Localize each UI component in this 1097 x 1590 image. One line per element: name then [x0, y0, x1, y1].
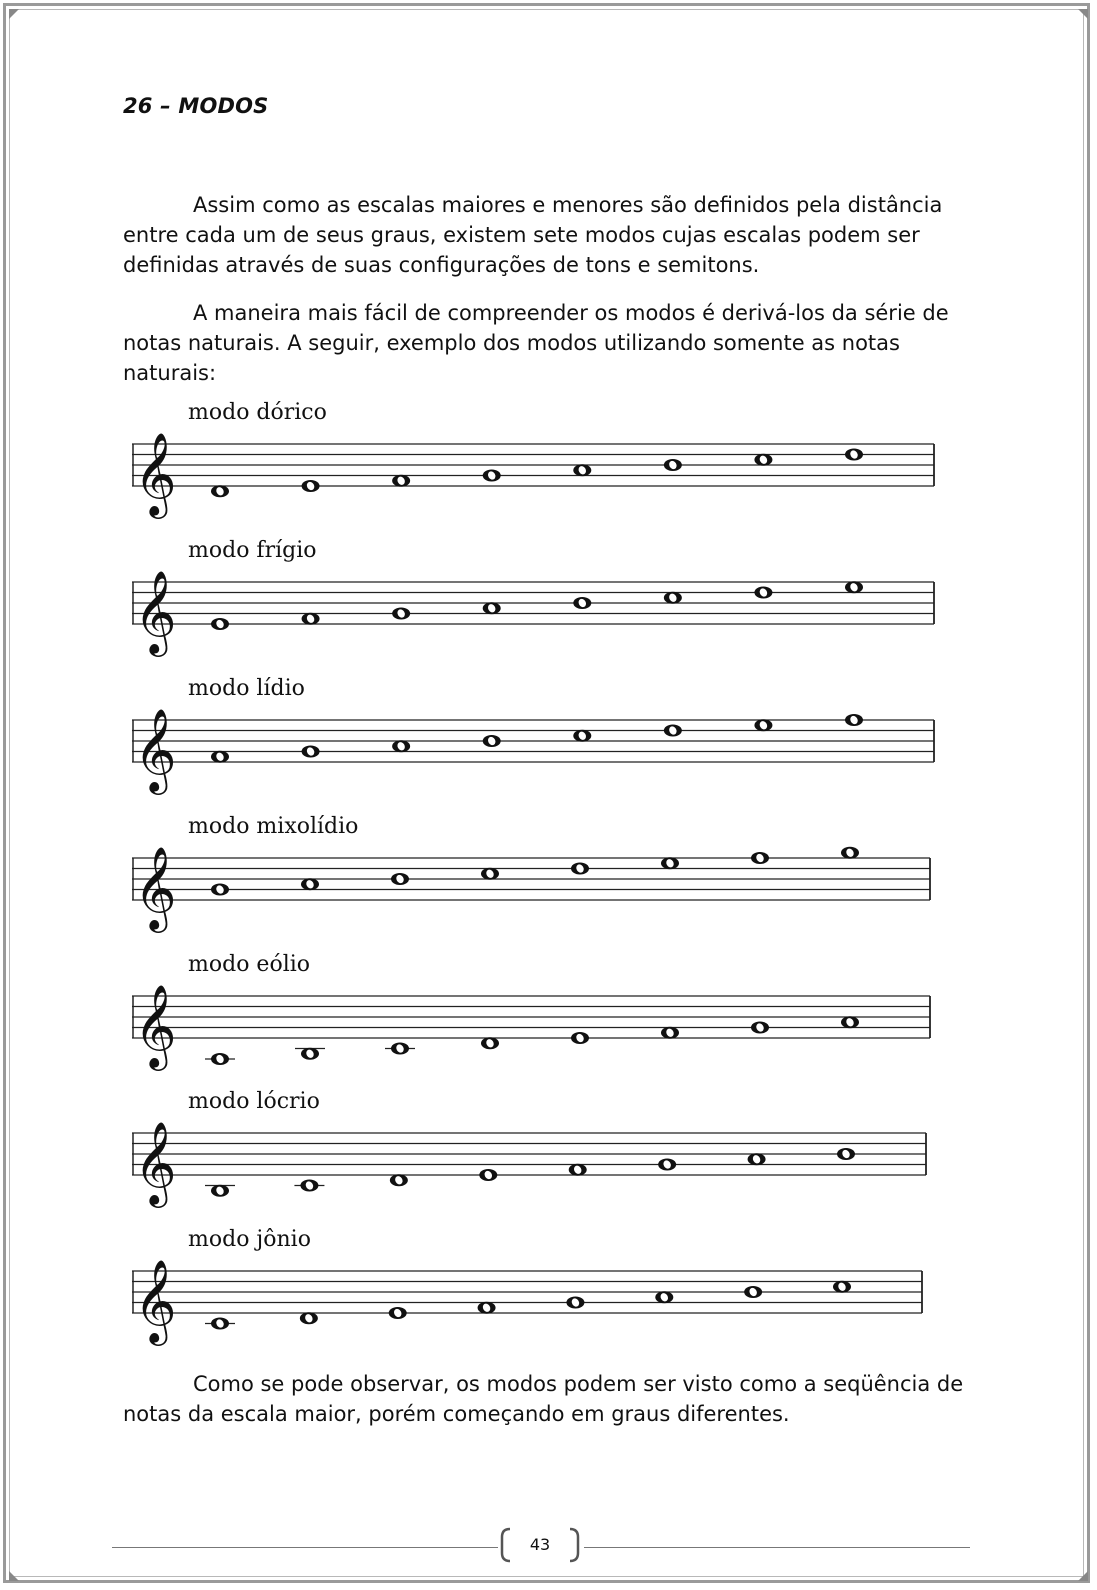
- whole-note: [664, 725, 682, 737]
- whole-note: [661, 857, 679, 869]
- whole-note: [841, 847, 859, 859]
- whole-note: [391, 1043, 409, 1055]
- whole-note: [833, 1281, 851, 1293]
- whole-note: [300, 1180, 318, 1192]
- conclusion-paragraph-text: Como se pode observar, os modos podem ser visto como a seqüência de notas da escala maior, porém começando em graus diferentes.: [123, 1372, 964, 1426]
- whole-note: [302, 613, 320, 625]
- treble-clef-icon: 𝄞: [134, 707, 177, 791]
- page-number: 43: [529, 1535, 551, 1554]
- whole-note: [661, 1027, 679, 1039]
- whole-note: [664, 459, 682, 471]
- whole-note: [571, 863, 589, 875]
- whole-note: [845, 714, 863, 726]
- whole-note: [211, 485, 229, 497]
- staff-lines: [130, 814, 934, 944]
- conclusion-paragraph: [123, 1369, 983, 1429]
- whole-note: [573, 464, 591, 476]
- whole-note: [390, 1174, 408, 1186]
- mode-staff: [130, 676, 950, 806]
- mode-staff: [130, 400, 950, 530]
- mode-staff: [130, 952, 950, 1082]
- mode-staff: [130, 538, 950, 668]
- mode-staff: [130, 814, 950, 944]
- whole-note: [479, 1169, 497, 1181]
- staff-lines: [130, 676, 938, 806]
- whole-note: [573, 730, 591, 742]
- whole-note: [211, 1185, 229, 1197]
- whole-note: [845, 449, 863, 461]
- whole-note: [302, 746, 320, 758]
- whole-note: [481, 868, 499, 880]
- whole-note: [211, 884, 229, 896]
- mode-label: modo dórico: [188, 400, 327, 425]
- whole-note: [845, 581, 863, 593]
- whole-note: [300, 1312, 318, 1324]
- whole-note: [751, 1022, 769, 1034]
- whole-note: [211, 1318, 229, 1330]
- mode-label: modo jônio: [188, 1227, 311, 1252]
- mode-label: modo mixolídio: [188, 814, 359, 839]
- whole-note: [751, 852, 769, 864]
- whole-note: [211, 1053, 229, 1065]
- treble-clef-icon: 𝄞: [134, 569, 177, 653]
- intro-paragraph-1: [123, 190, 983, 280]
- staff-lines: [130, 538, 938, 668]
- corner-ornament: [9, 9, 19, 19]
- whole-note: [841, 1016, 859, 1028]
- corner-ornament: [1078, 9, 1088, 19]
- whole-note: [211, 618, 229, 630]
- whole-note: [483, 735, 501, 747]
- mode-label: modo lócrio: [188, 1089, 320, 1114]
- whole-note: [483, 602, 501, 614]
- footer-rule-right: [584, 1547, 970, 1548]
- whole-note: [301, 1048, 319, 1060]
- whole-note: [569, 1164, 587, 1176]
- chapter-title: 26 – MODOS: [123, 94, 269, 118]
- whole-note: [664, 592, 682, 604]
- staff-lines: [130, 1227, 926, 1357]
- whole-note: [744, 1286, 762, 1298]
- whole-note: [566, 1297, 584, 1309]
- staff-lines: [130, 952, 934, 1082]
- whole-note: [658, 1159, 676, 1171]
- whole-note: [211, 751, 229, 763]
- footer-rule-left: [112, 1547, 498, 1548]
- intro-paragraph-2: [123, 298, 983, 388]
- whole-note: [483, 470, 501, 482]
- mode-label: modo lídio: [188, 676, 305, 701]
- whole-note: [392, 475, 410, 487]
- intro-paragraph-2-text: A maneira mais fácil de compreender os modos é derivá-los da série de notas naturais. A seguir, exemplo dos modos utilizando somente as notas naturais:: [123, 301, 949, 385]
- whole-note: [571, 1032, 589, 1044]
- whole-note: [389, 1307, 407, 1319]
- corner-ornament: [9, 1571, 19, 1581]
- whole-note: [478, 1302, 496, 1314]
- whole-note: [302, 480, 320, 492]
- whole-note: [481, 1037, 499, 1049]
- whole-note: [301, 878, 319, 890]
- mode-staff: [130, 1089, 950, 1219]
- whole-note: [573, 597, 591, 609]
- whole-note: [392, 740, 410, 752]
- whole-note: [837, 1148, 855, 1160]
- treble-clef-icon: 𝄞: [134, 431, 177, 515]
- whole-note: [392, 608, 410, 620]
- intro-paragraph-1-text: Assim como as escalas maiores e menores são definidos pela distância entre cada um de seus graus, existem sete modos cujas escalas podem ser definidas através de suas configurações de tons e semitons.: [123, 193, 943, 277]
- corner-ornament: [1078, 1571, 1088, 1581]
- treble-clef-icon: 𝄞: [134, 983, 177, 1067]
- mode-label: modo eólio: [188, 952, 311, 977]
- whole-note: [754, 587, 772, 599]
- whole-note: [748, 1153, 766, 1165]
- treble-clef-icon: 𝄞: [134, 845, 177, 929]
- mode-label: modo frígio: [188, 538, 317, 563]
- page-number-box: [500, 1527, 580, 1563]
- treble-clef-icon: 𝄞: [134, 1120, 177, 1204]
- staff-lines: [130, 1089, 930, 1219]
- whole-note: [391, 873, 409, 885]
- treble-clef-icon: 𝄞: [134, 1258, 177, 1342]
- staff-lines: [130, 400, 938, 530]
- whole-note: [754, 454, 772, 466]
- whole-note: [655, 1291, 673, 1303]
- whole-note: [754, 719, 772, 731]
- mode-staff: [130, 1227, 950, 1357]
